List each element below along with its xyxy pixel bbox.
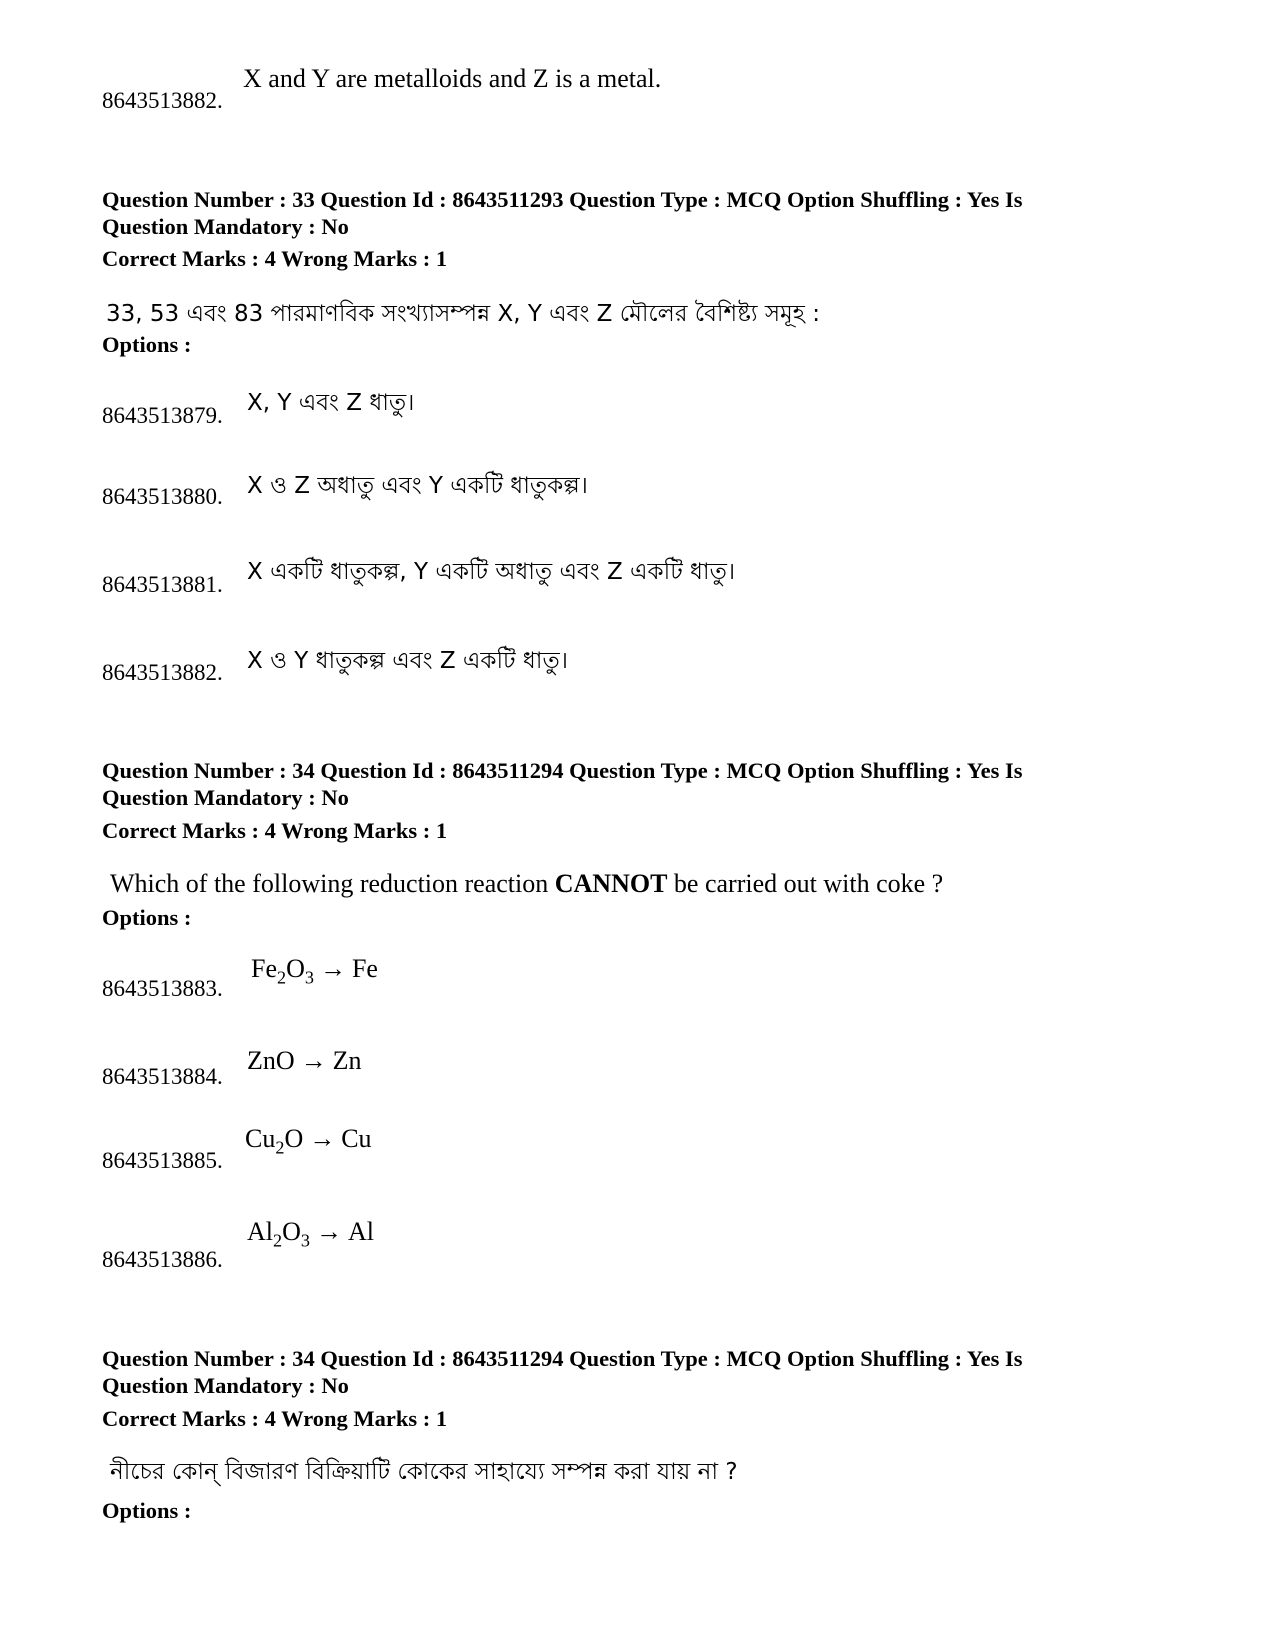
- option-formula: $Cu_2O \to Cu$: [245, 1124, 372, 1158]
- option-formula: ZnO → Zn: [247, 1046, 362, 1075]
- option-text: X, Y এবং Z ধাতু।: [247, 390, 415, 416]
- question-text: নীচের কোন্ বিজারণ বিক্রিয়াটি কোকের সাহায্যে সম্পন্ন করা যায় না ?: [110, 1459, 738, 1485]
- option-id: 8643513886.: [102, 1247, 223, 1272]
- question-header-mandatory: Question Mandatory : No: [102, 785, 349, 810]
- reaction-arrow: →: [300, 1046, 327, 1075]
- question-text: 33, 53 এবং 83 পারমাণবিক সংখ্যাসম্পন্ন X, Y এবং Z মৌলের বৈশিষ্ট্য সমূহ :: [106, 301, 820, 327]
- question-header-mandatory: Question Mandatory : No: [102, 214, 349, 239]
- option-text: X ও Y ধাতুকল্প এবং Z একটি ধাতু।: [247, 648, 568, 674]
- question-header: Question Number : 34 Question Id : 8643511294 Question Type : MCQ Option Shuffling : Yes Is: [102, 1346, 1023, 1371]
- option-id: 8643513880.: [102, 484, 223, 509]
- options-label: Options :: [102, 332, 192, 357]
- option-formula: $Fe_2O_3 \to Fe$: [251, 954, 378, 988]
- question-text-pre: Which of the following reduction reaction: [110, 869, 555, 898]
- question-text: [110, 869, 943, 899]
- question-marks: Correct Marks : 4 Wrong Marks : 1: [102, 818, 448, 843]
- option-text: X and Y are metalloids and Z is a metal.: [243, 64, 662, 93]
- question-header: Question Number : 33 Question Id : 8643511293 Question Type : MCQ Option Shuffling : Yes Is: [102, 187, 1023, 212]
- option-formula: $Al_2O_3 \to Al$: [247, 1217, 374, 1251]
- question-text-post: be carried out with coke ?: [667, 869, 944, 898]
- question-text-emphasis: CANNOT: [554, 869, 668, 898]
- option-id: 8643513882.: [102, 660, 223, 685]
- reaction-arrow: →: [309, 1124, 336, 1153]
- option-text: X ও Z অধাতু এবং Y একটি ধাতুকল্প।: [247, 473, 588, 499]
- option-id: 8643513885.: [102, 1148, 223, 1173]
- option-id: 8643513882.: [102, 88, 223, 113]
- question-marks: Correct Marks : 4 Wrong Marks : 1: [102, 246, 448, 271]
- options-label: Options :: [102, 905, 192, 930]
- question-marks: Correct Marks : 4 Wrong Marks : 1: [102, 1406, 448, 1431]
- reaction-arrow: →: [319, 954, 346, 983]
- option-id: 8643513879.: [102, 403, 223, 428]
- question-header: Question Number : 34 Question Id : 8643511294 Question Type : MCQ Option Shuffling : Yes Is: [102, 758, 1023, 783]
- option-text: X একটি ধাতুকল্প, Y একটি অধাতু এবং Z একটি ধাতু।: [247, 559, 736, 585]
- question-header-mandatory: Question Mandatory : No: [102, 1373, 349, 1398]
- option-id: 8643513883.: [102, 976, 223, 1001]
- option-id: 8643513881.: [102, 572, 223, 597]
- reaction-arrow: →: [315, 1217, 342, 1246]
- option-id: 8643513884.: [102, 1064, 223, 1089]
- options-label: Options :: [102, 1498, 192, 1523]
